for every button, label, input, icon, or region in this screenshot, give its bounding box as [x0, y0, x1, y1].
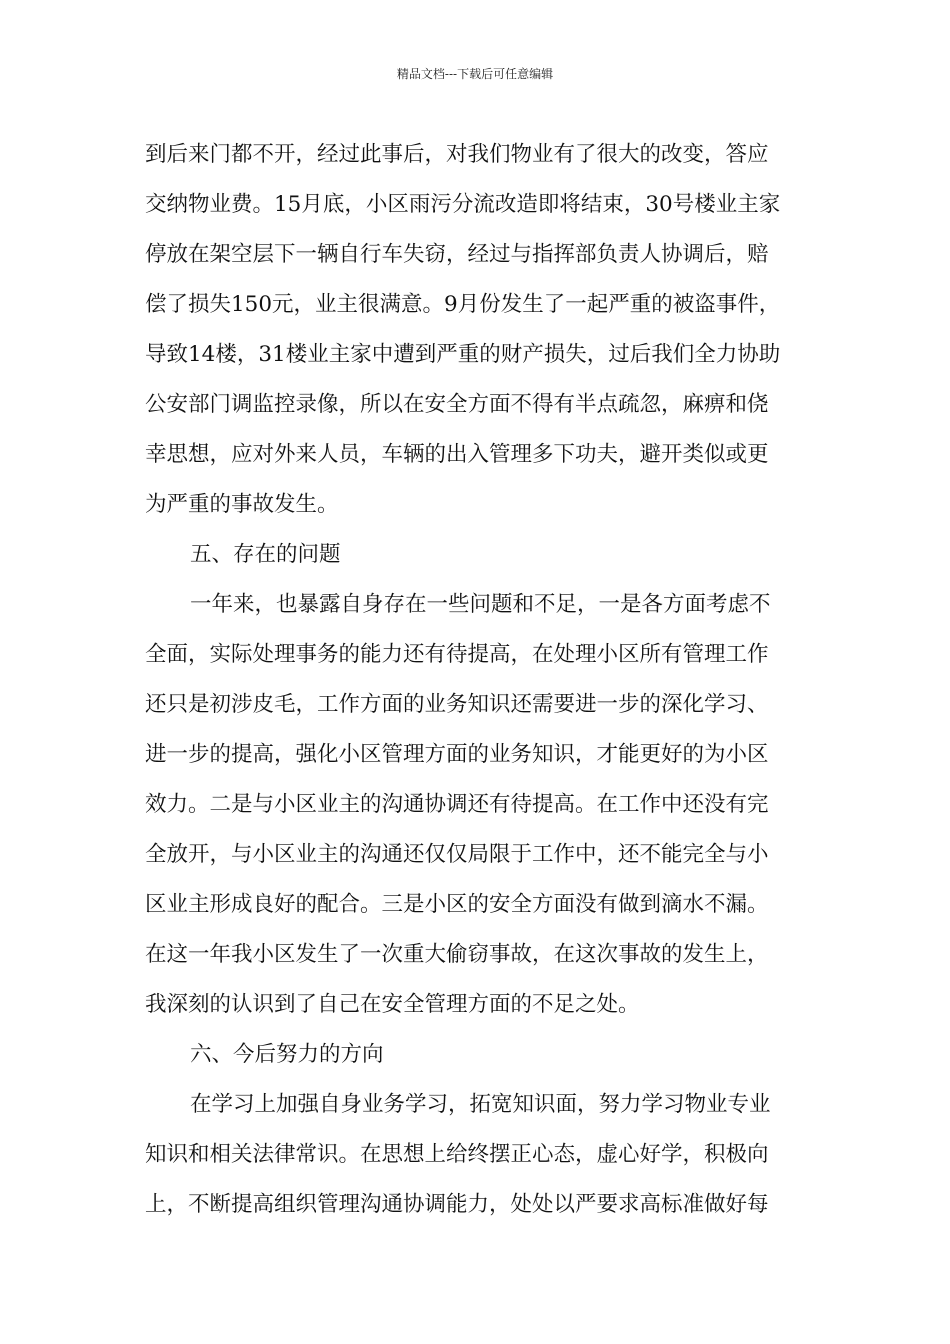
document-body [145, 130, 807, 1230]
section-heading-direction [145, 1030, 807, 1080]
text-line: 公安部门调监控录像，所以在安全方面不得有半点疏忽，麻痹和侥 [145, 392, 769, 417]
text-line: 幸思想，应对外来人员，车辆的出入管理多下功夫，避开类似或更 [145, 442, 769, 467]
text-line: 到后来门都不开，经过此事后，对我们物业有了很大的改变，答应 [145, 142, 769, 167]
text-line: 在学习上加强自身业务学习，拓宽知识面，努力学习物业专业 [190, 1092, 771, 1117]
text-line: 一年来，也暴露自身存在一些问题和不足，一是各方面考虑不 [190, 592, 771, 617]
text-line: 偿了损失150元，业主很满意。9月份发生了一起严重的被盗事件， [145, 292, 781, 317]
heading-text: 五、存在的问题 [190, 542, 341, 567]
text-line: 知识和相关法律常识。在思想上给终摆正心态，虚心好学，积极向 [145, 1142, 769, 1167]
text-line: 为严重的事故发生。 [145, 492, 339, 517]
text-line: 导致14楼，31楼业主家中遭到严重的财产损失，过后我们全力协助 [145, 342, 781, 367]
paragraph-continuation [145, 130, 807, 530]
text-line: 全面，实际处理事务的能力还有待提高，在处理小区所有管理工作 [145, 642, 769, 667]
text-line: 全放开，与小区业主的沟通还仅仅局限于工作中，还不能完全与小 [145, 842, 769, 867]
text-line: 上，不断提高组织管理沟通协调能力，处处以严要求高标准做好每 [145, 1192, 769, 1217]
section-heading-problems [145, 530, 807, 580]
page-header: 精品文档---下载后可任意编辑 [396, 67, 554, 81]
heading-text: 六、今后努力的方向 [190, 1042, 384, 1067]
text-line: 在这一年我小区发生了一次重大偷窃事故，在这次事故的发生上， [145, 942, 769, 967]
text-line: 进一步的提高，强化小区管理方面的业务知识，才能更好的为小区 [145, 742, 769, 767]
text-line: 停放在架空层下一辆自行车失窃，经过与指挥部负责人协调后，赔 [145, 242, 769, 267]
paragraph-direction [145, 1080, 807, 1230]
text-line: 交纳物业费。15月底，小区雨污分流改造即将结束，30号楼业主家 [145, 192, 781, 217]
text-line: 还只是初涉皮毛，工作方面的业务知识还需要进一步的深化学习、 [145, 692, 769, 717]
text-line: 区业主形成良好的配合。三是小区的安全方面没有做到滴水不漏。 [145, 892, 769, 917]
text-line: 效力。二是与小区业主的沟通协调还有待提高。在工作中还没有完 [145, 792, 769, 817]
text-line: 我深刻的认识到了自己在安全管理方面的不足之处。 [145, 992, 640, 1017]
paragraph-problems [145, 580, 807, 1030]
